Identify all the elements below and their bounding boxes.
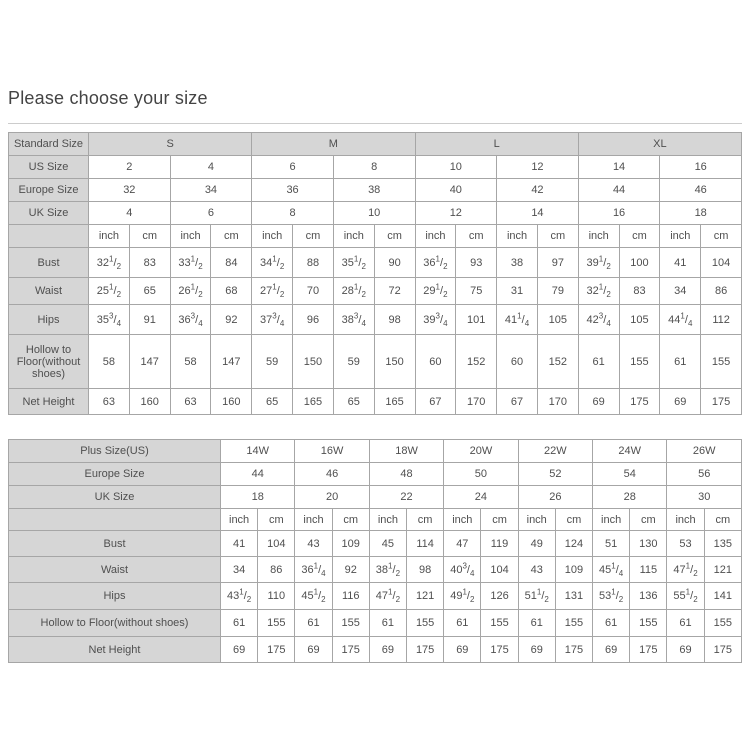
row-label: Waist: [9, 557, 221, 583]
title-divider: [8, 123, 742, 124]
row-label: Hips: [9, 305, 89, 335]
measurement-cell: 83: [129, 248, 170, 278]
measurement-cell: $27^1/_2$: [252, 278, 293, 305]
measurement-cell: 175: [630, 637, 667, 663]
unit-header: cm: [293, 225, 334, 248]
measurement-cell: 100: [619, 248, 660, 278]
size-value-cell: 46: [295, 463, 369, 486]
measurement-cell: $35^3/_4$: [89, 305, 130, 335]
measurement-cell: 61: [667, 610, 704, 637]
row-label: Waist: [9, 278, 89, 305]
measurement-cell: 175: [258, 637, 295, 663]
measurement-cell: 61: [518, 610, 555, 637]
measurement-cell: 67: [415, 389, 456, 415]
size-value-cell: 14: [497, 202, 579, 225]
measurement-cell: 61: [593, 610, 630, 637]
row-label: Europe Size: [9, 463, 221, 486]
measurement-cell: 175: [555, 637, 592, 663]
measurement-cell: $47^1/_2$: [369, 583, 406, 610]
measurement-cell: 41: [221, 531, 258, 557]
size-value-cell: 26: [518, 486, 592, 509]
measurement-cell: 98: [407, 557, 444, 583]
measurement-cell: $36^3/_4$: [170, 305, 211, 335]
measurement-cell: $33^1/_2$: [170, 248, 211, 278]
unit-header: cm: [481, 509, 518, 531]
unit-header: cm: [704, 509, 741, 531]
size-value-cell: 4: [89, 202, 171, 225]
corner-label: Standard Size: [9, 133, 89, 156]
measurement-cell: 69: [578, 389, 619, 415]
measurement-cell: $39^3/_4$: [415, 305, 456, 335]
unit-header: inch: [578, 225, 619, 248]
size-value-cell: 44: [578, 179, 660, 202]
measurement-cell: 152: [456, 335, 497, 389]
measurement-cell: 105: [619, 305, 660, 335]
size-value-cell: 38: [333, 179, 415, 202]
measurement-cell: 155: [481, 610, 518, 637]
measurement-cell: 59: [252, 335, 293, 389]
unit-header: inch: [667, 509, 704, 531]
row-label: [9, 225, 89, 248]
measurement-cell: 136: [630, 583, 667, 610]
size-value-cell: 6: [170, 202, 252, 225]
measurement-cell: 61: [295, 610, 332, 637]
measurement-cell: 75: [456, 278, 497, 305]
row-label: Hollow to Floor(without shoes): [9, 335, 89, 389]
measurement-cell: 160: [129, 389, 170, 415]
measurement-cell: 115: [630, 557, 667, 583]
measurement-cell: 69: [221, 637, 258, 663]
measurement-cell: 86: [701, 278, 742, 305]
size-group-header: S: [89, 133, 252, 156]
measurement-cell: 61: [221, 610, 258, 637]
measurement-cell: 45: [369, 531, 406, 557]
size-value-cell: 44: [221, 463, 295, 486]
measurement-cell: 92: [211, 305, 252, 335]
size-value-cell: 18: [221, 486, 295, 509]
measurement-cell: $45^1/_2$: [295, 583, 332, 610]
standard-table-body: [9, 133, 742, 415]
unit-header: inch: [497, 225, 538, 248]
measurement-cell: 63: [89, 389, 130, 415]
size-group-header: M: [252, 133, 415, 156]
measurement-cell: 175: [701, 389, 742, 415]
size-value-cell: 48: [369, 463, 443, 486]
measurement-cell: 60: [497, 335, 538, 389]
measurement-cell: 98: [374, 305, 415, 335]
size-value-cell: 20: [295, 486, 369, 509]
measurement-cell: 155: [407, 610, 444, 637]
unit-header: inch: [252, 225, 293, 248]
measurement-cell: 68: [211, 278, 252, 305]
measurement-cell: 47: [444, 531, 481, 557]
unit-header: inch: [415, 225, 456, 248]
size-value-cell: 12: [415, 202, 497, 225]
measurement-cell: 150: [293, 335, 334, 389]
measurement-cell: 160: [211, 389, 252, 415]
measurement-cell: 70: [293, 278, 334, 305]
row-label: Bust: [9, 248, 89, 278]
measurement-cell: 61: [444, 610, 481, 637]
unit-header: cm: [701, 225, 742, 248]
size-value-cell: 42: [497, 179, 579, 202]
unit-header: cm: [456, 225, 497, 248]
measurement-cell: 65: [129, 278, 170, 305]
size-value-cell: 32: [89, 179, 171, 202]
measurement-cell: 43: [295, 531, 332, 557]
measurement-cell: 69: [518, 637, 555, 663]
measurement-cell: 110: [258, 583, 295, 610]
size-value-cell: 26W: [667, 440, 742, 463]
size-value-cell: 24: [444, 486, 518, 509]
unit-header: cm: [630, 509, 667, 531]
measurement-cell: 175: [481, 637, 518, 663]
measurement-cell: $41^1/_4$: [497, 305, 538, 335]
measurement-cell: 116: [332, 583, 369, 610]
measurement-cell: 60: [415, 335, 456, 389]
measurement-cell: $39^1/_2$: [578, 248, 619, 278]
measurement-cell: 155: [619, 335, 660, 389]
measurement-cell: 96: [293, 305, 334, 335]
size-group-header: L: [415, 133, 578, 156]
unit-header: cm: [258, 509, 295, 531]
unit-header: inch: [369, 509, 406, 531]
measurement-cell: 155: [630, 610, 667, 637]
measurement-cell: 65: [333, 389, 374, 415]
measurement-cell: 147: [211, 335, 252, 389]
measurement-cell: 121: [704, 557, 741, 583]
measurement-cell: 31: [497, 278, 538, 305]
measurement-cell: 170: [456, 389, 497, 415]
unit-header: inch: [444, 509, 481, 531]
size-value-cell: 20W: [444, 440, 518, 463]
measurement-cell: 155: [258, 610, 295, 637]
measurement-cell: $53^1/_2$: [593, 583, 630, 610]
measurement-cell: 105: [537, 305, 578, 335]
row-label: Net Height: [9, 389, 89, 415]
measurement-cell: 175: [332, 637, 369, 663]
unit-header: inch: [660, 225, 701, 248]
size-value-cell: 10: [333, 202, 415, 225]
size-value-cell: 30: [667, 486, 742, 509]
measurement-cell: 119: [481, 531, 518, 557]
size-value-cell: 46: [660, 179, 742, 202]
measurement-cell: 72: [374, 278, 415, 305]
row-label: UK Size: [9, 486, 221, 509]
measurement-cell: $43^1/_2$: [221, 583, 258, 610]
measurement-cell: 58: [89, 335, 130, 389]
measurement-cell: 109: [332, 531, 369, 557]
measurement-cell: 104: [701, 248, 742, 278]
row-label: [9, 509, 221, 531]
measurement-cell: 34: [221, 557, 258, 583]
measurement-cell: 63: [170, 389, 211, 415]
measurement-cell: 114: [407, 531, 444, 557]
unit-header: inch: [295, 509, 332, 531]
size-value-cell: 16: [660, 156, 742, 179]
measurement-cell: $25^1/_2$: [89, 278, 130, 305]
measurement-cell: 58: [170, 335, 211, 389]
measurement-cell: 69: [444, 637, 481, 663]
unit-header: cm: [374, 225, 415, 248]
row-label: Hollow to Floor(without shoes): [9, 610, 221, 637]
row-label: UK Size: [9, 202, 89, 225]
plus-table-body: [9, 440, 742, 663]
measurement-cell: 53: [667, 531, 704, 557]
measurement-cell: 175: [619, 389, 660, 415]
measurement-cell: 155: [701, 335, 742, 389]
measurement-cell: 69: [295, 637, 332, 663]
row-label: Plus Size(US): [9, 440, 221, 463]
measurement-cell: 97: [537, 248, 578, 278]
measurement-cell: 101: [456, 305, 497, 335]
unit-header: inch: [518, 509, 555, 531]
measurement-cell: $49^1/_2$: [444, 583, 481, 610]
unit-header: cm: [129, 225, 170, 248]
measurement-cell: 79: [537, 278, 578, 305]
size-value-cell: 6: [252, 156, 334, 179]
size-value-cell: 14W: [221, 440, 295, 463]
measurement-cell: $45^1/_4$: [593, 557, 630, 583]
size-group-header: XL: [578, 133, 741, 156]
measurement-cell: 88: [293, 248, 334, 278]
measurement-cell: 141: [704, 583, 741, 610]
size-value-cell: 56: [667, 463, 742, 486]
measurement-cell: 61: [578, 335, 619, 389]
measurement-cell: $32^1/_2$: [578, 278, 619, 305]
row-label: US Size: [9, 156, 89, 179]
measurement-cell: $44^1/_4$: [660, 305, 701, 335]
size-value-cell: 34: [170, 179, 252, 202]
unit-header: cm: [537, 225, 578, 248]
measurement-cell: 130: [630, 531, 667, 557]
measurement-cell: 83: [619, 278, 660, 305]
measurement-cell: 67: [497, 389, 538, 415]
unit-header: inch: [170, 225, 211, 248]
plus-size-table: [8, 439, 742, 663]
size-value-cell: 54: [593, 463, 667, 486]
measurement-cell: 41: [660, 248, 701, 278]
unit-header: cm: [555, 509, 592, 531]
measurement-cell: 165: [293, 389, 334, 415]
measurement-cell: 155: [704, 610, 741, 637]
row-label: Hips: [9, 583, 221, 610]
unit-header: inch: [221, 509, 258, 531]
row-label: Bust: [9, 531, 221, 557]
measurement-cell: 92: [332, 557, 369, 583]
measurement-cell: 131: [555, 583, 592, 610]
measurement-cell: $36^1/_2$: [415, 248, 456, 278]
measurement-cell: 155: [332, 610, 369, 637]
measurement-cell: 155: [555, 610, 592, 637]
size-value-cell: 24W: [593, 440, 667, 463]
measurement-cell: 51: [593, 531, 630, 557]
unit-header: inch: [333, 225, 374, 248]
measurement-cell: 59: [333, 335, 374, 389]
measurement-cell: 126: [481, 583, 518, 610]
size-value-cell: 2: [89, 156, 171, 179]
measurement-cell: $28^1/_2$: [333, 278, 374, 305]
measurement-cell: 49: [518, 531, 555, 557]
measurement-cell: 69: [593, 637, 630, 663]
size-value-cell: 8: [333, 156, 415, 179]
measurement-cell: $51^1/_2$: [518, 583, 555, 610]
measurement-cell: $37^3/_4$: [252, 305, 293, 335]
measurement-cell: 61: [369, 610, 406, 637]
measurement-cell: $26^1/_2$: [170, 278, 211, 305]
size-value-cell: 4: [170, 156, 252, 179]
measurement-cell: 175: [407, 637, 444, 663]
measurement-cell: 135: [704, 531, 741, 557]
size-value-cell: 28: [593, 486, 667, 509]
measurement-cell: $32^1/_2$: [89, 248, 130, 278]
measurement-cell: 175: [704, 637, 741, 663]
measurement-cell: 152: [537, 335, 578, 389]
size-value-cell: 40: [415, 179, 497, 202]
measurement-cell: 69: [369, 637, 406, 663]
size-value-cell: 12: [497, 156, 579, 179]
measurement-cell: $34^1/_2$: [252, 248, 293, 278]
measurement-cell: 170: [537, 389, 578, 415]
measurement-cell: 91: [129, 305, 170, 335]
measurement-cell: 61: [660, 335, 701, 389]
measurement-cell: 86: [258, 557, 295, 583]
measurement-cell: 93: [456, 248, 497, 278]
size-value-cell: 22: [369, 486, 443, 509]
size-value-cell: 52: [518, 463, 592, 486]
measurement-cell: 150: [374, 335, 415, 389]
unit-header: inch: [89, 225, 130, 248]
measurement-cell: $47^1/_2$: [667, 557, 704, 583]
unit-header: cm: [407, 509, 444, 531]
measurement-cell: $42^3/_4$: [578, 305, 619, 335]
size-value-cell: 50: [444, 463, 518, 486]
measurement-cell: 84: [211, 248, 252, 278]
size-value-cell: 10: [415, 156, 497, 179]
measurement-cell: 38: [497, 248, 538, 278]
measurement-cell: 104: [481, 557, 518, 583]
measurement-cell: $55^1/_2$: [667, 583, 704, 610]
unit-header: inch: [593, 509, 630, 531]
measurement-cell: 69: [667, 637, 704, 663]
size-value-cell: 18: [660, 202, 742, 225]
measurement-cell: 109: [555, 557, 592, 583]
measurement-cell: $38^3/_4$: [333, 305, 374, 335]
measurement-cell: 165: [374, 389, 415, 415]
unit-header: cm: [332, 509, 369, 531]
measurement-cell: 112: [701, 305, 742, 335]
row-label: Net Height: [9, 637, 221, 663]
measurement-cell: 121: [407, 583, 444, 610]
measurement-cell: $40^3/_4$: [444, 557, 481, 583]
size-value-cell: 16: [578, 202, 660, 225]
page-title: Please choose your size: [8, 88, 208, 108]
unit-header: cm: [211, 225, 252, 248]
size-value-cell: 14: [578, 156, 660, 179]
measurement-cell: $38^1/_2$: [369, 557, 406, 583]
measurement-cell: 147: [129, 335, 170, 389]
measurement-cell: $36^1/_4$: [295, 557, 332, 583]
measurement-cell: $35^1/_2$: [333, 248, 374, 278]
unit-header: cm: [619, 225, 660, 248]
measurement-cell: 104: [258, 531, 295, 557]
measurement-cell: 69: [660, 389, 701, 415]
size-value-cell: 8: [252, 202, 334, 225]
measurement-cell: $29^1/_2$: [415, 278, 456, 305]
size-value-cell: 22W: [518, 440, 592, 463]
size-value-cell: 18W: [369, 440, 443, 463]
size-value-cell: 36: [252, 179, 334, 202]
measurement-cell: 34: [660, 278, 701, 305]
standard-size-table: [8, 132, 742, 415]
measurement-cell: 124: [555, 531, 592, 557]
size-value-cell: 16W: [295, 440, 369, 463]
row-label: Europe Size: [9, 179, 89, 202]
measurement-cell: 43: [518, 557, 555, 583]
measurement-cell: 65: [252, 389, 293, 415]
measurement-cell: 90: [374, 248, 415, 278]
